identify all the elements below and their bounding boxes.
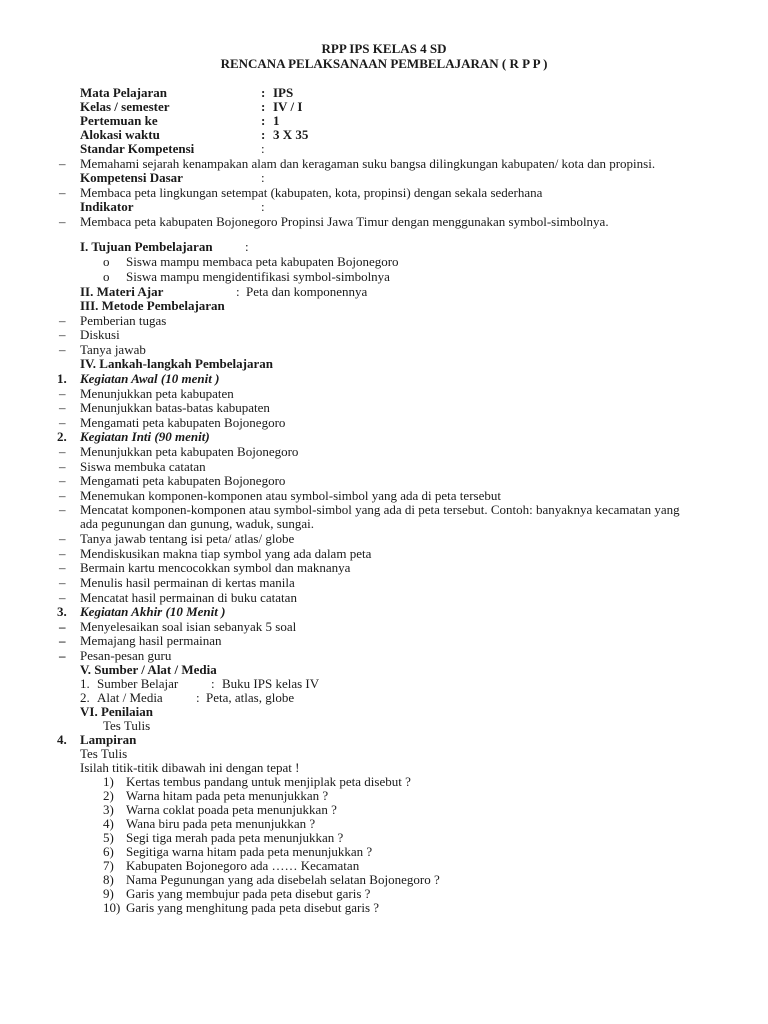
akhir-item: Memajang hasil permainan — [80, 633, 222, 648]
section-heading-tujuan: I. Tujuan Pembelajaran — [80, 239, 213, 254]
sumber-label: Alat / Media — [97, 690, 163, 705]
kd-label: Kompetensi Dasar — [80, 170, 183, 185]
question-number: 5) — [103, 830, 114, 845]
awal-item: Menunjukkan batas-batas kabupaten — [80, 400, 270, 415]
lampiran-instruction: Isilah titik-titik dibawah ini dengan tepat ! — [80, 760, 300, 775]
question-text: Garis yang membujur pada peta disebut garis ? — [126, 886, 371, 901]
dash-bullet: – — [59, 633, 66, 648]
dash-bullet: – — [59, 342, 66, 357]
question-text: Segitiga warna hitam pada peta menunjukkan ? — [126, 844, 373, 859]
dash-bullet: – — [59, 415, 66, 430]
dash-bullet: – — [59, 488, 66, 503]
section-heading-penilaian: VI. Penilaian — [80, 704, 153, 719]
identity-label: Alokasi waktu — [80, 127, 160, 142]
question-number: 8) — [103, 872, 114, 887]
inti-item: Mengamati peta kabupaten Bojonegoro — [80, 473, 286, 488]
question-text: Warna coklat poada peta menunjukkan ? — [126, 802, 337, 817]
dash-bullet: – — [59, 575, 66, 590]
identity-value: IV / I — [273, 99, 303, 114]
dash-bullet: – — [59, 156, 66, 171]
dash-bullet: – — [59, 473, 66, 488]
dash-bullet: – — [59, 531, 66, 546]
question-text: Nama Pegunungan yang ada disebelah selatan Bojonegoro ? — [126, 872, 440, 887]
dash-bullet: – — [59, 546, 66, 561]
inti-item: Mencatat komponen-komponen atau symbol-simbol yang ada di peta tersebut. Contoh: banyaknya kecamatan yang — [80, 502, 680, 517]
identity-sep: : — [261, 141, 265, 156]
awal-item: Mengamati peta kabupaten Bojonegoro — [80, 415, 286, 430]
dash-bullet: – — [59, 185, 66, 200]
indikator-label: Indikator — [80, 199, 134, 214]
inti-item-continuation: ada pegunungan dan gunung, waduk, sungai. — [80, 516, 314, 531]
dash-bullet: – — [59, 214, 66, 229]
identity-value: 1 — [273, 113, 280, 128]
section-heading-lampiran: Lampiran — [80, 732, 137, 747]
question-text: Segi tiga merah pada peta menunjukkan ? — [126, 830, 344, 845]
kd-text: Membaca peta lingkungan setempat (kabupaten, kota, propinsi) dengan sekala sederhana — [80, 185, 543, 200]
awal-item: Menunjukkan peta kabupaten — [80, 386, 234, 401]
tujuan-sep: : — [245, 239, 249, 254]
question-number: 1) — [103, 774, 114, 789]
dash-bullet: – — [59, 590, 66, 605]
section-heading-langkah: IV. Lankah-langkah Pembelajaran — [80, 356, 273, 371]
inti-item: Menemukan komponen-komponen atau symbol-simbol yang ada di peta tersebut — [80, 488, 501, 503]
sumber-label: Sumber Belajar — [97, 676, 179, 691]
question-number: 4) — [103, 816, 114, 831]
step-number: 4. — [57, 732, 67, 747]
tujuan-item: Siswa mampu membaca peta kabupaten Bojonegoro — [126, 254, 399, 269]
dash-bullet: – — [59, 386, 66, 401]
kegiatan-awal-title: Kegiatan Awal (10 menit ) — [80, 371, 220, 386]
indikator-sep: : — [261, 199, 265, 214]
identity-value: 3 X 35 — [273, 127, 309, 142]
lampiran-line: Tes Tulis — [80, 746, 128, 761]
tujuan-item: Siswa mampu mengidentifikasi symbol-simbolnya — [126, 269, 390, 284]
materi-sep: : — [236, 284, 240, 299]
identity-label: Kelas / semester — [80, 99, 170, 114]
akhir-item: Menyelesaikan soal isian sebanyak 5 soal — [80, 619, 297, 634]
sumber-sep: : — [196, 690, 200, 705]
section-heading-materi: II. Materi Ajar — [80, 284, 164, 299]
inti-item: Bermain kartu mencocokkan symbol dan maknanya — [80, 560, 351, 575]
question-text: Wana biru pada peta menunjukkan ? — [126, 816, 316, 831]
question-number: 10) — [103, 900, 121, 915]
inti-item: Mencatat hasil permainan di buku catatan — [80, 590, 297, 605]
kegiatan-inti-title: Kegiatan Inti (90 menit) — [80, 429, 210, 444]
identity-label: Mata Pelajaran — [80, 85, 168, 100]
indikator-text: Membaca peta kabupaten Bojonegoro Propinsi Jawa Timur dengan menggunakan symbol-simbolnya. — [80, 214, 609, 229]
akhir-item: Pesan-pesan guru — [80, 648, 172, 663]
section-heading-sumber: V. Sumber / Alat / Media — [80, 662, 217, 677]
question-number: 2) — [103, 788, 114, 803]
sumber-sep: : — [211, 676, 215, 691]
dash-bullet: – — [59, 327, 66, 342]
question-text: Warna hitam pada peta menunjukkan ? — [126, 788, 329, 803]
kegiatan-akhir-title: Kegiatan Akhir (10 Menit ) — [80, 604, 226, 619]
question-text: Kabupaten Bojonegoro ada …… Kecamatan — [126, 858, 360, 873]
inti-item: Mendiskusikan makna tiap symbol yang ada dalam peta — [80, 546, 372, 561]
identity-sep: : — [261, 127, 266, 142]
penilaian-text: Tes Tulis — [103, 718, 151, 733]
bullet-o: o — [103, 254, 110, 269]
dash-bullet: – — [59, 502, 66, 517]
dash-bullet: – — [59, 400, 66, 415]
inti-item: Menulis hasil permainan di kertas manila — [80, 575, 295, 590]
document-title: RPP IPS KELAS 4 SD — [321, 41, 447, 56]
dash-bullet: – — [59, 459, 66, 474]
identity-sep: : — [261, 113, 266, 128]
materi-value: Peta dan komponennya — [246, 284, 368, 299]
identity-label: Standar Kompetensi — [80, 141, 195, 156]
question-number: 7) — [103, 858, 114, 873]
sumber-num: 2. — [80, 690, 90, 705]
section-heading-metode: III. Metode Pembelajaran — [80, 298, 225, 313]
step-number: 1. — [57, 371, 67, 386]
document-subtitle: RENCANA PELAKSANAAN PEMBELAJARAN ( R P P ) — [220, 56, 548, 71]
question-text: Garis yang menghitung pada peta disebut garis ? — [126, 900, 380, 915]
step-number: 3. — [57, 604, 67, 619]
step-number: 2. — [57, 429, 67, 444]
dash-bullet: – — [59, 648, 66, 663]
sumber-num: 1. — [80, 676, 90, 691]
sumber-value: Buku IPS kelas IV — [222, 676, 320, 691]
inti-item: Siswa membuka catatan — [80, 459, 206, 474]
inti-item: Tanya jawab tentang isi peta/ atlas/ globe — [80, 531, 295, 546]
question-number: 3) — [103, 802, 114, 817]
dash-bullet: – — [59, 313, 66, 328]
metode-item: Tanya jawab — [80, 342, 146, 357]
identity-sep: : — [261, 85, 266, 100]
identity-sep: : — [261, 99, 266, 114]
sk-text: Memahami sejarah kenampakan alam dan keragaman suku bangsa dilingkungan kabupaten/ kota dan propinsi. — [80, 156, 656, 171]
dash-bullet: – — [59, 619, 66, 634]
bullet-o: o — [103, 269, 110, 284]
dash-bullet: – — [59, 444, 66, 459]
dash-bullet: – — [59, 560, 66, 575]
kd-sep: : — [261, 170, 265, 185]
question-number: 9) — [103, 886, 114, 901]
metode-item: Diskusi — [80, 327, 120, 342]
question-number: 6) — [103, 844, 114, 859]
metode-item: Pemberian tugas — [80, 313, 167, 328]
identity-value: IPS — [273, 85, 294, 100]
question-text: Kertas tembus pandang untuk menjiplak peta disebut ? — [126, 774, 411, 789]
identity-label: Pertemuan ke — [80, 113, 158, 128]
inti-item: Menunjukkan peta kabupaten Bojonegoro — [80, 444, 299, 459]
sumber-value: Peta, atlas, globe — [206, 690, 295, 705]
